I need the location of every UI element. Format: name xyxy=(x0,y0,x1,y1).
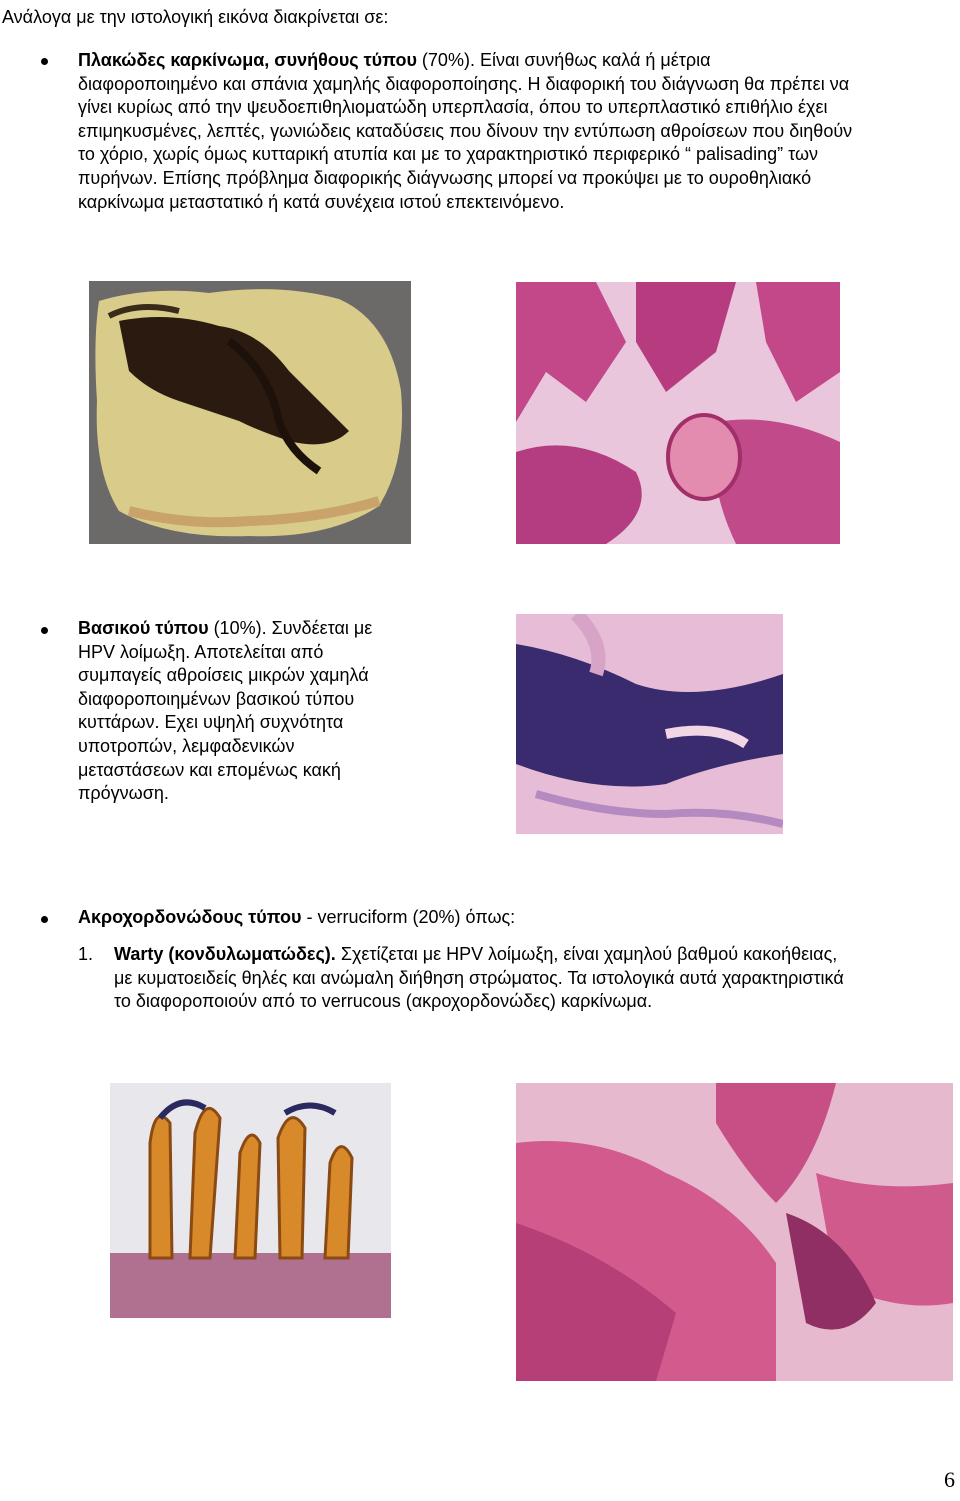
section3-rest: - verruciform (20%) όπως: xyxy=(301,907,516,927)
item-line: με κυματοειδείς θηλές και ανώμαλη διήθηση στρώματος. Τα ιστολογικά αυτά χαρακτηριστικά xyxy=(114,967,844,988)
section2-line: (10%). Συνδέεται με xyxy=(208,618,373,638)
section1-line: πυρήνων. Επίσης πρόβλημα διαφορικής διάγνωσης μπορεί να προκύψει με το ουροθηλιακό xyxy=(78,167,812,188)
section1-title: Πλακώδες καρκίνωμα, συνήθους τύπου xyxy=(78,50,417,70)
item-title: Warty (κονδυλωματώδες). xyxy=(114,944,336,964)
gross-specimen-image xyxy=(89,281,411,544)
section2-line: πρόγνωση. xyxy=(78,783,169,804)
section2-line: συμπαγείς αθροίσεις μικρών χαμηλά xyxy=(78,665,369,686)
section2-line: διαφοροποιημένων βασικού τύπου xyxy=(78,688,355,709)
section1-paragraph xyxy=(78,49,958,214)
histology-image-warty xyxy=(516,1083,953,1381)
section2-line: κυττάρων. Εχει υψηλή συχνότητα xyxy=(78,712,344,733)
warty-schematic-image xyxy=(110,1083,391,1318)
section2-line: υποτροπών, λεμφαδενικών xyxy=(78,735,295,756)
histology-image-squamous xyxy=(516,282,840,544)
section2-line: HPV λοίμωξη. Αποτελείται από xyxy=(78,641,324,662)
page-number: 6 xyxy=(944,1467,955,1492)
section3-title: Ακροχορδονώδους τύπου xyxy=(78,907,302,927)
bullet-icon xyxy=(41,58,48,65)
list-number: 1. xyxy=(78,944,94,964)
section1-line: διαφοροποιημένο και σπάνια χαμηλής διαφοροποίησης. Η διαφορική του διάγνωση θα πρέπει να xyxy=(78,73,850,94)
section1-line: καρκίνωμα μεταστατικό ή κατά συνέχεια ιστού επεκτεινόμενο. xyxy=(78,191,565,212)
intro-text: Ανάλογα με την ιστολογική εικόνα διακρίνεται σε: xyxy=(2,7,389,27)
section1-line: (70%). Είναι συνήθως καλά ή μέτρια xyxy=(416,50,711,70)
section1-line: γίνει κυρίως από την ψευδοεπιθηλιοματώδη υπερπλασία, όπου το υπερπλαστικό επιθήλιο έχει xyxy=(78,97,828,118)
histology-image-basaloid xyxy=(516,614,783,834)
section2-title: Βασικού τύπου xyxy=(78,618,209,638)
section2-line: μεταστάσεων και επομένως κακή xyxy=(78,759,341,780)
section1-line: επιμηκυσμένες, λεπτές, γωνιώδεις καταδύσεις που δίνουν την εντύπωση αθροίσεων που διηθούν xyxy=(78,120,853,141)
section3-heading xyxy=(78,906,958,930)
bullet-icon xyxy=(41,627,48,634)
item-line: το διαφοροποιούν από το verrucous (ακροχορδονώδες) καρκίνωμα. xyxy=(114,991,653,1012)
item-line: Σχετίζεται με HPV λοίμωξη, είναι χαμηλού βαθμού κακοήθειας, xyxy=(335,944,838,964)
section2-paragraph xyxy=(78,617,498,806)
bullet-icon xyxy=(41,916,48,923)
section1-line: το χόριο, χωρίς όμως κυτταρική ατυπία και με το χαρακτηριστικό περιφερικό “ palisading” των xyxy=(78,144,818,165)
section3-item xyxy=(114,943,960,1014)
